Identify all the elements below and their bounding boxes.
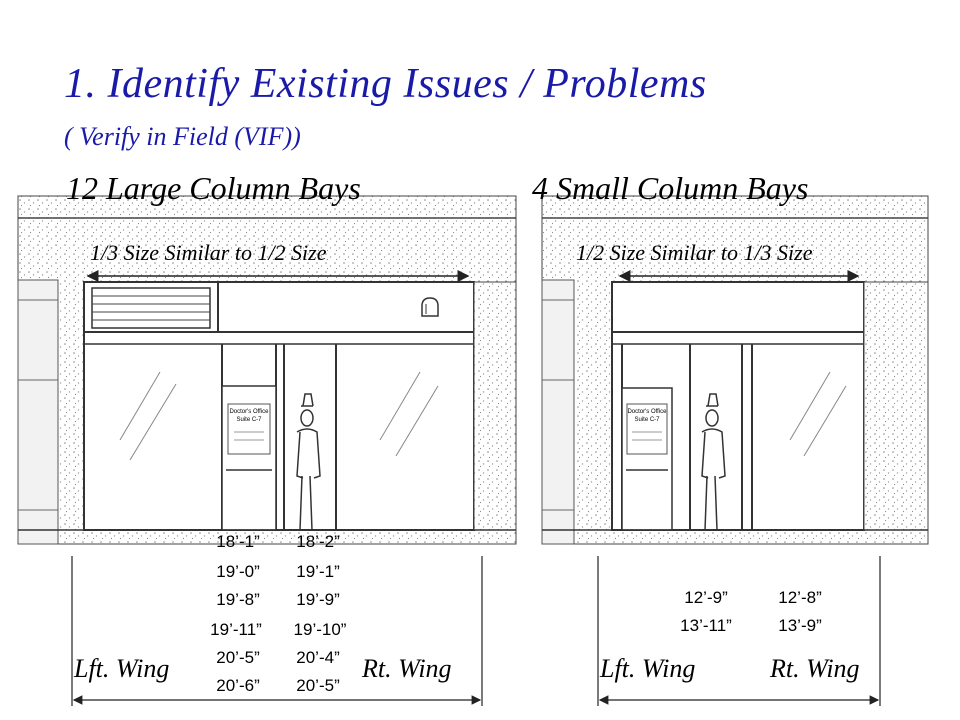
measurement-right-wing: 19’-1” bbox=[296, 562, 340, 581]
right-panel-heading: 4 Small Column Bays bbox=[532, 170, 809, 206]
measurement-right-wing: 20’-5” bbox=[296, 676, 340, 695]
left-panel-heading: 12 Large Column Bays bbox=[66, 170, 361, 206]
door-sign-title: Doctor's Office bbox=[627, 409, 667, 415]
measurement-right-wing: 13’-9” bbox=[778, 616, 822, 635]
measurement-left-wing: 20’-6” bbox=[216, 676, 260, 695]
right-wing-label: Rt. Wing bbox=[770, 654, 860, 683]
measurement-right-wing: 19’-9” bbox=[296, 590, 340, 609]
measurement-right-wing: 19’-10” bbox=[293, 620, 347, 639]
right-wing-label: Rt. Wing bbox=[362, 654, 452, 683]
measurement-right-wing: 20’-4” bbox=[296, 648, 340, 667]
measurement-left-wing: 19’-0” bbox=[216, 562, 260, 581]
measurement-right-wing: 18’-2” bbox=[296, 532, 340, 551]
door-sign-suite: Suite C-7 bbox=[236, 417, 262, 423]
measurement-right-wing: 12’-8” bbox=[778, 588, 822, 607]
measurement-left-wing: 19’-11” bbox=[210, 620, 262, 639]
left-size-caption: 1/3 Size Similar to 1/2 Size bbox=[90, 240, 327, 265]
left-wing-label: Lft. Wing bbox=[600, 654, 696, 683]
left-wing-label: Lft. Wing bbox=[74, 654, 170, 683]
slide-title: 1. Identify Existing Issues / Problems bbox=[64, 61, 707, 107]
measurement-left-wing: 12’-9” bbox=[684, 588, 728, 607]
measurement-left-wing: 13’-11” bbox=[680, 616, 732, 635]
door-sign-suite: Suite C-7 bbox=[634, 417, 660, 423]
measurement-left-wing: 20’-5” bbox=[216, 648, 260, 667]
door-sign-title: Doctor's Office bbox=[229, 409, 269, 415]
measurement-left-wing: 18’-1” bbox=[216, 532, 260, 551]
measurement-left-wing: 19’-8” bbox=[216, 590, 260, 609]
right-size-caption: 1/2 Size Similar to 1/3 Size bbox=[576, 240, 813, 265]
slide-subtitle: ( Verify in Field (VIF)) bbox=[64, 122, 301, 151]
